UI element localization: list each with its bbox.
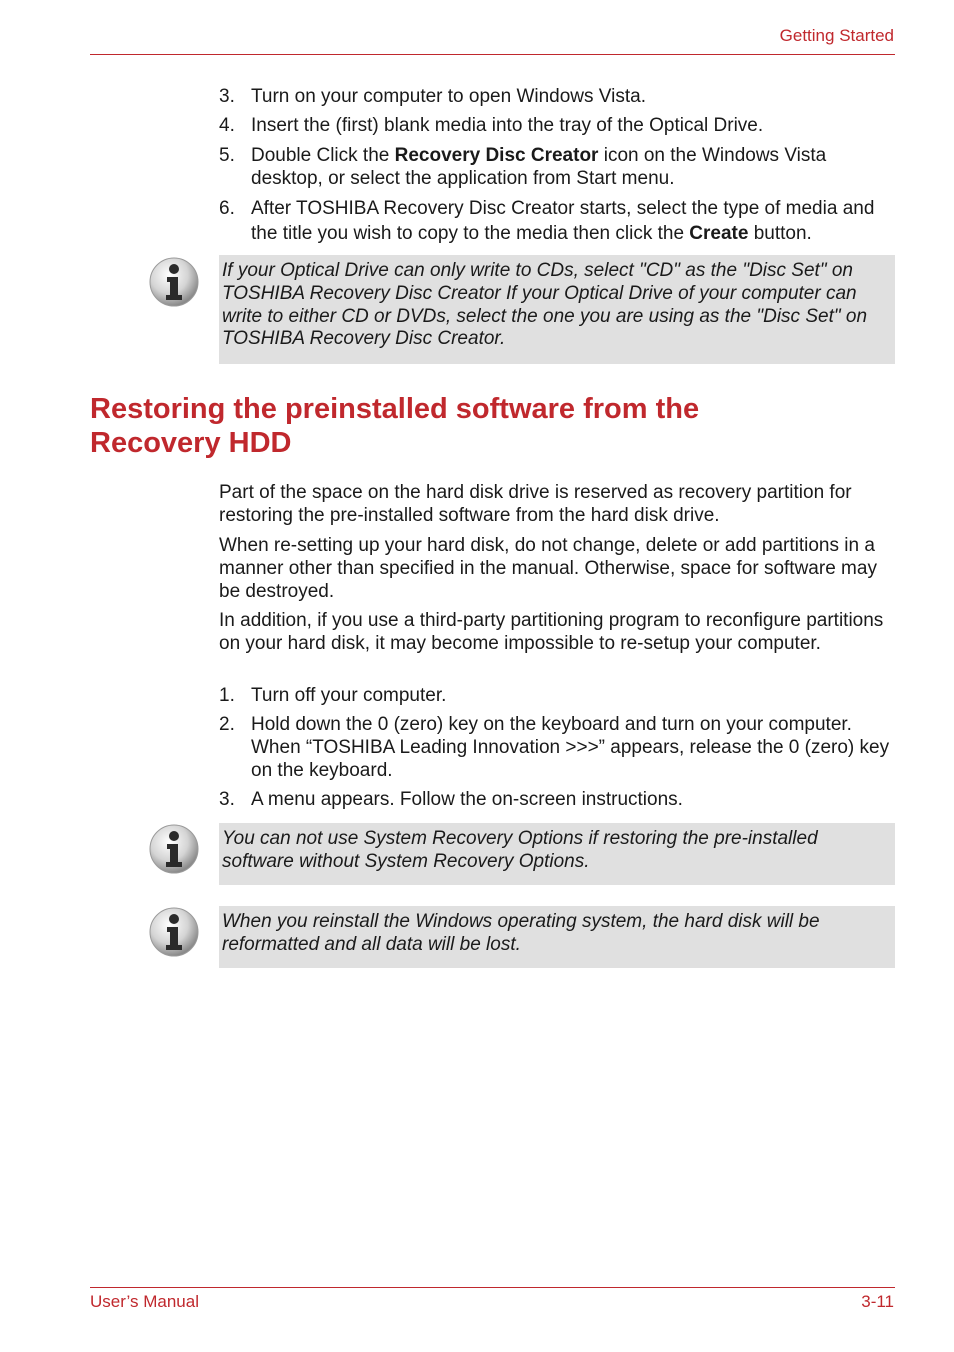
paragraph: In addition, if you use a third-party partitioning program to reconfigure partitions on your hard disk, it may become impossible to re-setup your computer. [219,610,884,654]
note-box: If your Optical Drive can only write to CDs, select "CD" as the "Disc Set" on TOSHIBA Recovery Disc Creator If your Optical Drive of your computer can write to either CD or DVDs, select the one you are using as the "Disc Set" on TOSHIBA Recovery Disc Creator. [219,255,895,364]
step-number: 2. [219,714,235,735]
step-text: Insert the (first) blank media into the tray of the Optical Drive. [251,115,764,136]
info-icon [148,823,200,875]
note-box: When you reinstall the Windows operating system, the hard disk will be reformatted and all data will be lost. [219,906,895,968]
footer-manual-title: User’s Manual [90,1292,199,1311]
step-number: 5. [219,145,235,166]
app-name: Recovery Disc Creator [394,145,599,166]
step-text-pre: After TOSHIBA Recovery Disc Creator starts, select the type of media and the title you wish to copy to the media then click the [251,198,875,244]
step-text: A menu appears. Follow the on-screen instructions. [251,789,683,810]
step-number: 4. [219,115,235,136]
step-text-pre: Double Click the [251,145,395,166]
step-text [251,144,901,190]
step-text: Turn off your computer. [251,685,447,706]
step-number: 6. [219,198,235,219]
create-button-label: Create [689,223,749,244]
info-icon [148,906,200,958]
info-icon [148,256,200,308]
step-number: 1. [219,685,235,706]
step-text-post: button. [748,223,812,244]
page-number: 3-11 [861,1292,894,1311]
step-text [251,196,901,246]
step-text: Turn on your computer to open Windows Vista. [251,86,646,107]
footer-divider [90,1287,895,1288]
paragraph: When re-setting up your hard disk, do not change, delete or add partitions in a manner other than specified in the manual. Otherwise, space for software may be destroyed. [219,535,877,602]
step-text-post: icon on the Windows Vista desktop, or select the application from Start menu. [251,145,827,189]
heading-line: Recovery HDD [90,427,292,459]
step-number: 3. [219,86,235,107]
note-box: You can not use System Recovery Options if restoring the pre-installed software without System Recovery Options. [219,823,895,885]
heading-line: Restoring the preinstalled software from the [90,393,700,425]
step-number: 3. [219,789,235,810]
step-text: Hold down the 0 (zero) key on the keyboard and turn on your computer. When “TOSHIBA Leading Innovation >>>” appears, release the 0 (zero) key on the keyboard. [251,714,890,781]
section-heading [90,392,870,460]
paragraph: Part of the space on the hard disk drive is reserved as recovery partition for restoring the pre-installed software from the hard disk drive. [219,482,852,526]
header-divider [90,54,895,55]
running-header: Getting Started [779,26,894,45]
